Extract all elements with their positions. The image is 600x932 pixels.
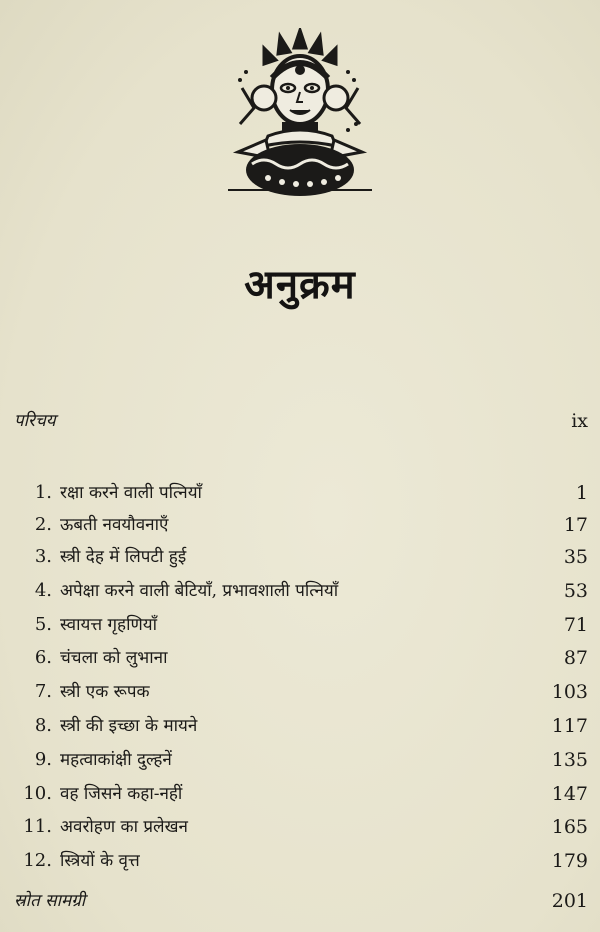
chapter-page: 135 — [551, 749, 588, 771]
chapter-number: 8. — [34, 715, 52, 736]
chapter-number: 7. — [34, 681, 52, 702]
toc-entry[interactable] — [0, 779, 600, 809]
chapter-title: चंचला को लुभाना — [60, 648, 168, 668]
toc-entry[interactable] — [0, 745, 600, 775]
chapter-page: 117 — [551, 715, 588, 737]
toc-entry[interactable] — [0, 643, 600, 673]
chapter-page: 17 — [563, 514, 588, 536]
toc-entry[interactable] — [0, 478, 600, 508]
chapter-number: 9. — [34, 749, 52, 770]
chapter-number: 1. — [34, 482, 52, 503]
toc-entry[interactable] — [0, 846, 600, 876]
chapter-number: 2. — [34, 514, 52, 535]
chapter-number: 6. — [34, 647, 52, 668]
chapter-title: महत्वाकांक्षी दुल्हनें — [60, 750, 172, 770]
chapter-title: वह जिसने कहा-नहीं — [60, 784, 183, 804]
chapter-page: 71 — [563, 614, 588, 636]
toc-entry-introduction[interactable] — [0, 406, 600, 436]
toc-entry-page: ix — [571, 410, 588, 432]
chapter-page: 35 — [563, 546, 588, 568]
toc-entry[interactable] — [0, 610, 600, 640]
chapter-page: 87 — [563, 647, 588, 669]
chapter-page: 165 — [551, 816, 588, 838]
chapter-title: स्त्री एक रूपक — [60, 682, 150, 702]
toc-entry[interactable] — [0, 677, 600, 707]
chapter-title: ऊबती नवयौवनाएँ — [60, 515, 169, 535]
toc-entry[interactable] — [0, 576, 600, 606]
toc-entry-sources[interactable] — [0, 886, 600, 916]
chapter-number: 12. — [23, 850, 52, 871]
chapter-title: स्त्री की इच्छा के मायने — [60, 716, 198, 736]
chapter-page: 147 — [551, 783, 588, 805]
chapter-page: 179 — [551, 850, 588, 872]
toc-entry[interactable] — [0, 812, 600, 842]
chapter-title: स्वायत्त गृहणियाँ — [60, 615, 158, 635]
chapter-title: अपेक्षा करने वाली बेटियाँ, प्रभावशाली पत्नियाँ — [60, 581, 339, 601]
toc-entry[interactable] — [0, 711, 600, 741]
toc-entry-label: परिचय — [14, 411, 56, 431]
chapter-page: 103 — [551, 681, 588, 703]
chapter-number: 5. — [34, 614, 52, 635]
toc-entry[interactable] — [0, 542, 600, 572]
toc-entry[interactable] — [0, 510, 600, 540]
chapter-title: स्त्रियों के वृत्त — [60, 851, 140, 871]
chapter-page: 53 — [563, 580, 588, 602]
chapter-page: 1 — [575, 482, 588, 504]
toc-entry-label: स्रोत सामग्री — [14, 891, 86, 911]
toc-entry-page: 201 — [551, 890, 588, 912]
chapter-number: 11. — [23, 816, 52, 837]
chapter-number: 4. — [34, 580, 52, 601]
chapter-title: अवरोहण का प्रलेखन — [60, 817, 188, 837]
chapter-title: रक्षा करने वाली पत्नियाँ — [60, 483, 202, 503]
chapter-number: 10. — [23, 783, 52, 804]
chapter-number: 3. — [34, 546, 52, 567]
chapter-title: स्त्री देह में लिपटी हुई — [60, 547, 187, 567]
goddess-illustration — [220, 28, 380, 198]
contents-title: अनुक्रम — [244, 262, 356, 308]
